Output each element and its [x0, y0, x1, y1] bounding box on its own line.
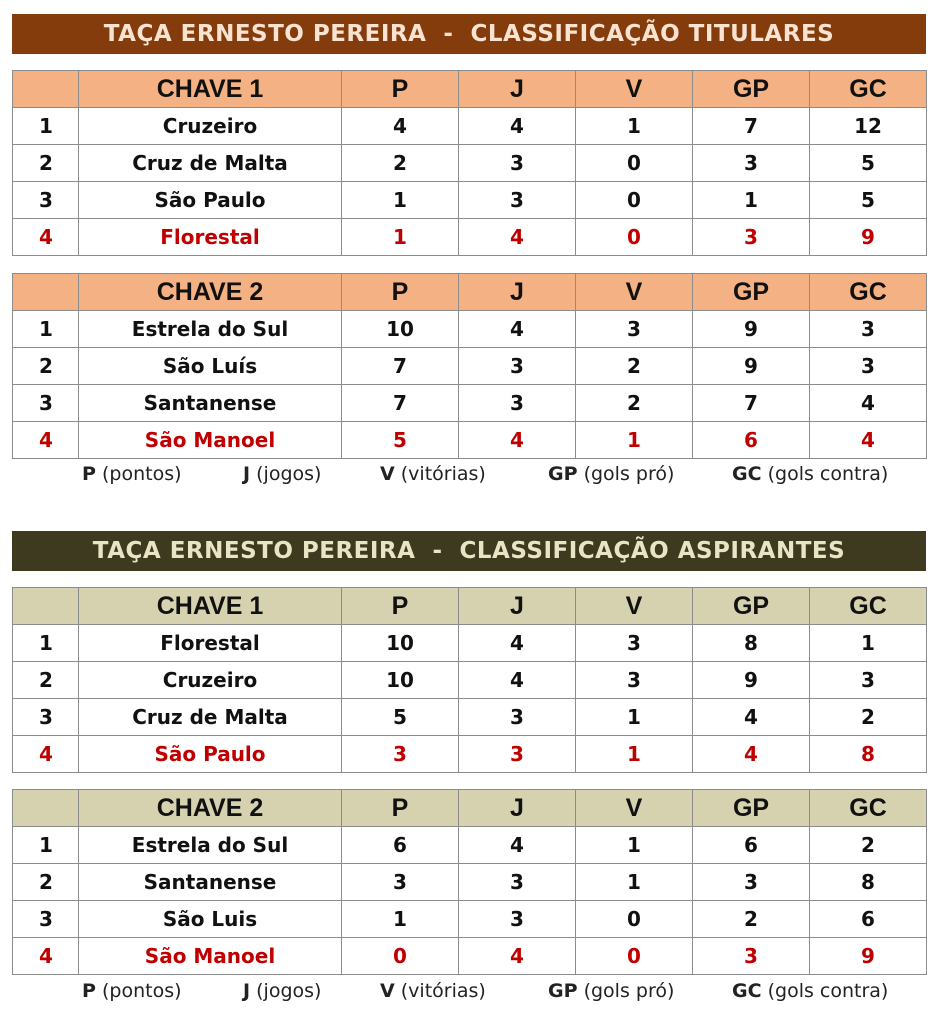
goals-for-cell: 3: [693, 938, 810, 975]
position-cell: 4: [13, 422, 79, 459]
games-cell: 3: [459, 182, 576, 219]
points-cell: 7: [342, 385, 459, 422]
goals-against-cell: 8: [810, 736, 927, 773]
table-row-relegation: [13, 219, 927, 256]
team-cell: Cruzeiro: [79, 662, 342, 699]
goals-against-cell: 3: [810, 311, 927, 348]
points-cell: 3: [342, 736, 459, 773]
goals-for-cell: 6: [693, 422, 810, 459]
goals-for-header: GP: [693, 71, 810, 108]
header-cell: [13, 790, 79, 827]
points-cell: 1: [342, 901, 459, 938]
goals-against-cell: 5: [810, 182, 927, 219]
position-cell: 1: [13, 311, 79, 348]
goals-for-cell: 6: [693, 827, 810, 864]
wins-cell: 2: [576, 348, 693, 385]
team-cell: São Paulo: [79, 736, 342, 773]
wins-cell: 3: [576, 311, 693, 348]
aspirantes-legend: [0, 980, 944, 1008]
position-cell: 2: [13, 864, 79, 901]
games-header: J: [459, 588, 576, 625]
position-cell: 2: [13, 145, 79, 182]
games-cell: 3: [459, 736, 576, 773]
team-cell: Santanense: [79, 385, 342, 422]
legend-item-points: P (pontos): [82, 463, 182, 485]
team-cell: São Manoel: [79, 938, 342, 975]
wins-header: V: [576, 588, 693, 625]
legend-item-wins: V (vitórias): [380, 463, 486, 485]
header-cell: [13, 274, 79, 311]
goals-against-header: GC: [810, 588, 927, 625]
games-cell: 3: [459, 699, 576, 736]
legend-item-goals-for: GP (gols pró): [548, 980, 675, 1002]
group-name-header: CHAVE 1: [79, 71, 342, 108]
points-cell: 7: [342, 348, 459, 385]
legend-item-goals-against: GC (gols contra): [732, 980, 889, 1002]
goals-against-header: GC: [810, 274, 927, 311]
wins-cell: 1: [576, 108, 693, 145]
goals-against-cell: 6: [810, 901, 927, 938]
points-cell: 1: [342, 219, 459, 256]
goals-against-cell: 12: [810, 108, 927, 145]
wins-cell: 0: [576, 182, 693, 219]
goals-for-header: GP: [693, 588, 810, 625]
position-cell: 3: [13, 699, 79, 736]
position-cell: 2: [13, 662, 79, 699]
legend-item-goals-against: GC (gols contra): [732, 463, 889, 485]
position-cell: 1: [13, 827, 79, 864]
goals-against-cell: 9: [810, 219, 927, 256]
games-cell: 4: [459, 827, 576, 864]
goals-against-cell: 4: [810, 385, 927, 422]
table-row-relegation: [13, 422, 927, 459]
legend-item-wins: V (vitórias): [380, 980, 486, 1002]
goals-against-cell: 3: [810, 348, 927, 385]
group-name-header: CHAVE 2: [79, 274, 342, 311]
points-cell: 6: [342, 827, 459, 864]
table-row: [13, 385, 927, 422]
table-row: [13, 311, 927, 348]
games-cell: 4: [459, 219, 576, 256]
wins-cell: 0: [576, 938, 693, 975]
points-cell: 3: [342, 864, 459, 901]
wins-cell: 0: [576, 901, 693, 938]
team-cell: Cruzeiro: [79, 108, 342, 145]
legend-item-goals-for: GP (gols pró): [548, 463, 675, 485]
points-cell: 2: [342, 145, 459, 182]
goals-for-cell: 4: [693, 699, 810, 736]
games-cell: 3: [459, 348, 576, 385]
goals-for-header: GP: [693, 790, 810, 827]
goals-for-cell: 7: [693, 108, 810, 145]
points-header: P: [342, 71, 459, 108]
games-header: J: [459, 274, 576, 311]
table-header-row: [13, 274, 927, 311]
table-row: [13, 348, 927, 385]
games-header: J: [459, 790, 576, 827]
wins-cell: 0: [576, 145, 693, 182]
aspirantes-chave2-table: [12, 789, 927, 975]
position-cell: 4: [13, 219, 79, 256]
wins-cell: 2: [576, 385, 693, 422]
table-header-row: [13, 790, 927, 827]
games-cell: 4: [459, 625, 576, 662]
aspirantes-chave1-table: [12, 587, 927, 773]
wins-header: V: [576, 274, 693, 311]
aspirantes-title: TAÇA ERNESTO PEREIRA - CLASSIFICAÇÃO ASPIRANTES: [12, 531, 926, 571]
goals-for-cell: 1: [693, 182, 810, 219]
wins-cell: 3: [576, 625, 693, 662]
goals-against-header: GC: [810, 790, 927, 827]
legend-item-games: J (jogos): [243, 980, 322, 1002]
wins-header: V: [576, 790, 693, 827]
team-cell: Florestal: [79, 625, 342, 662]
wins-cell: 1: [576, 736, 693, 773]
goals-for-cell: 3: [693, 145, 810, 182]
games-cell: 4: [459, 938, 576, 975]
table-row: [13, 145, 927, 182]
team-cell: São Luís: [79, 348, 342, 385]
team-cell: Estrela do Sul: [79, 311, 342, 348]
points-header: P: [342, 790, 459, 827]
games-header: J: [459, 71, 576, 108]
table-header-row: [13, 588, 927, 625]
wins-cell: 3: [576, 662, 693, 699]
games-cell: 4: [459, 422, 576, 459]
position-cell: 4: [13, 938, 79, 975]
table-header-row: [13, 71, 927, 108]
position-cell: 2: [13, 348, 79, 385]
goals-for-cell: 9: [693, 348, 810, 385]
goals-against-cell: 2: [810, 699, 927, 736]
team-cell: São Paulo: [79, 182, 342, 219]
points-cell: 0: [342, 938, 459, 975]
table-row-relegation: [13, 736, 927, 773]
goals-for-cell: 2: [693, 901, 810, 938]
table-row-relegation: [13, 938, 927, 975]
points-cell: 4: [342, 108, 459, 145]
group-name-header: CHAVE 2: [79, 790, 342, 827]
table-row: [13, 827, 927, 864]
wins-cell: 1: [576, 827, 693, 864]
points-cell: 10: [342, 662, 459, 699]
goals-against-cell: 1: [810, 625, 927, 662]
team-cell: Santanense: [79, 864, 342, 901]
wins-cell: 1: [576, 699, 693, 736]
team-cell: Estrela do Sul: [79, 827, 342, 864]
position-cell: 3: [13, 182, 79, 219]
position-cell: 3: [13, 385, 79, 422]
wins-header: V: [576, 71, 693, 108]
position-cell: 3: [13, 901, 79, 938]
goals-for-cell: 9: [693, 311, 810, 348]
games-cell: 4: [459, 108, 576, 145]
points-cell: 10: [342, 311, 459, 348]
goals-against-cell: 9: [810, 938, 927, 975]
titulares-chave2-table: [12, 273, 927, 459]
games-cell: 4: [459, 311, 576, 348]
goals-for-cell: 8: [693, 625, 810, 662]
team-cell: Florestal: [79, 219, 342, 256]
header-cell: [13, 71, 79, 108]
goals-against-cell: 4: [810, 422, 927, 459]
points-cell: 5: [342, 699, 459, 736]
titulares-title: TAÇA ERNESTO PEREIRA - CLASSIFICAÇÃO TITULARES: [12, 14, 926, 54]
position-cell: 1: [13, 625, 79, 662]
team-cell: São Luis: [79, 901, 342, 938]
goals-against-cell: 5: [810, 145, 927, 182]
goals-for-cell: 3: [693, 219, 810, 256]
table-row: [13, 182, 927, 219]
legend-item-points: P (pontos): [82, 980, 182, 1002]
wins-cell: 1: [576, 864, 693, 901]
points-cell: 1: [342, 182, 459, 219]
titulares-legend: [0, 463, 944, 491]
table-row: [13, 108, 927, 145]
goals-for-cell: 7: [693, 385, 810, 422]
table-row: [13, 864, 927, 901]
games-cell: 3: [459, 864, 576, 901]
team-cell: São Manoel: [79, 422, 342, 459]
wins-cell: 0: [576, 219, 693, 256]
position-cell: 1: [13, 108, 79, 145]
points-cell: 10: [342, 625, 459, 662]
games-cell: 4: [459, 662, 576, 699]
wins-cell: 1: [576, 422, 693, 459]
goals-against-cell: 8: [810, 864, 927, 901]
games-cell: 3: [459, 901, 576, 938]
group-name-header: CHAVE 1: [79, 588, 342, 625]
games-cell: 3: [459, 145, 576, 182]
team-cell: Cruz de Malta: [79, 699, 342, 736]
table-row: [13, 699, 927, 736]
goals-against-cell: 3: [810, 662, 927, 699]
points-cell: 5: [342, 422, 459, 459]
goals-for-cell: 9: [693, 662, 810, 699]
team-cell: Cruz de Malta: [79, 145, 342, 182]
position-cell: 4: [13, 736, 79, 773]
goals-for-cell: 4: [693, 736, 810, 773]
points-header: P: [342, 274, 459, 311]
legend-item-games: J (jogos): [243, 463, 322, 485]
table-row: [13, 662, 927, 699]
goals-against-cell: 2: [810, 827, 927, 864]
goals-for-cell: 3: [693, 864, 810, 901]
table-row: [13, 901, 927, 938]
header-cell: [13, 588, 79, 625]
goals-for-header: GP: [693, 274, 810, 311]
table-row: [13, 625, 927, 662]
titulares-chave1-table: [12, 70, 927, 256]
goals-against-header: GC: [810, 71, 927, 108]
games-cell: 3: [459, 385, 576, 422]
points-header: P: [342, 588, 459, 625]
